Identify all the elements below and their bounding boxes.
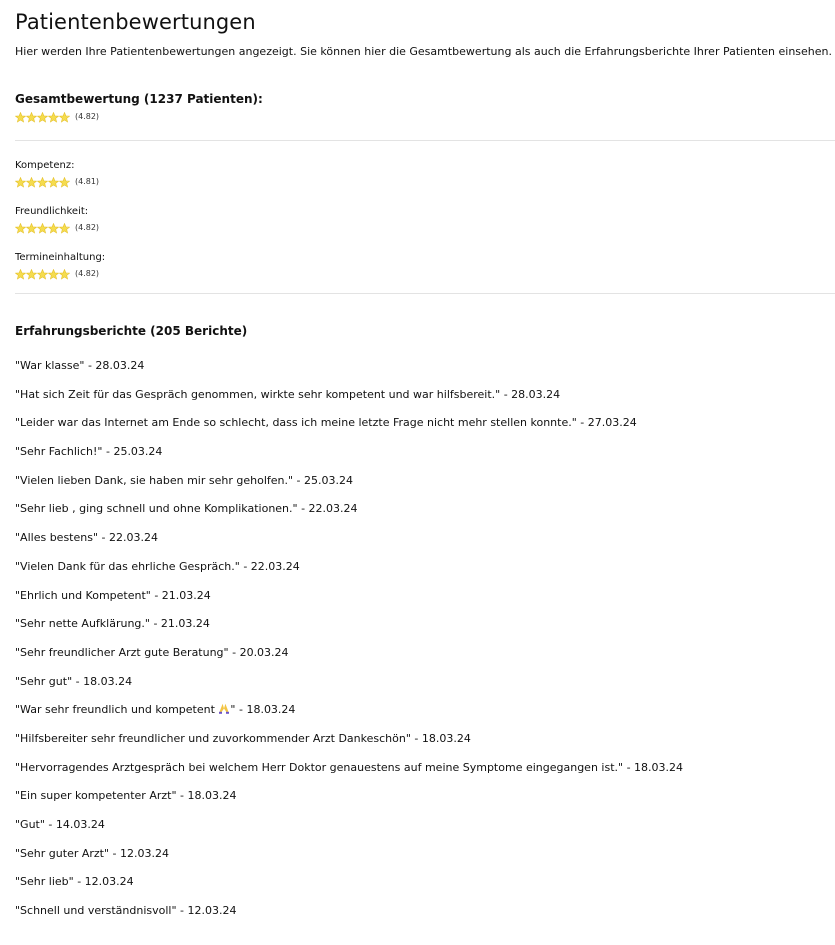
star-icon <box>26 269 37 280</box>
category-rating-value: (4.82) <box>75 223 100 232</box>
report-date: " - 18.03.24 <box>230 703 296 717</box>
report-item: "Gut" - 14.03.24 <box>15 818 105 831</box>
category-rating-value: (4.82) <box>75 269 100 278</box>
star-icon <box>26 112 37 123</box>
star-icon <box>26 177 37 188</box>
category-stars <box>15 223 70 234</box>
star-icon <box>37 269 48 280</box>
folded-hands-icon <box>218 703 230 714</box>
report-item: "Sehr guter Arzt" - 12.03.24 <box>15 846 169 860</box>
report-item: "Sehr nette Aufklärung." - 21.03.24 <box>15 617 210 631</box>
star-icon <box>37 112 48 123</box>
report-item: "Sehr Fachlich!" - 25.03.24 <box>15 445 163 459</box>
report-item: "Sehr lieb , ging schnell und ohne Komplikationen." - 22.03.24 <box>15 502 358 516</box>
report-item: "Sehr freundlicher Arzt gute Beratung" - 20.03.24 <box>15 645 289 659</box>
star-icon <box>48 223 59 234</box>
category-freundlichkeit <box>15 206 835 252</box>
report-item: "War klasse" - 28.03.24 <box>15 359 145 372</box>
report-item: "Leider war das Internet am Ende so schlecht, dass ich meine letzte Frage nicht mehr stellen konnte." - 27.03.24 <box>15 416 637 430</box>
category-label: Freundlichkeit: <box>15 206 89 217</box>
category-label: Kompetenz: <box>15 160 75 171</box>
category-ratings <box>15 160 835 298</box>
star-icon <box>37 223 48 234</box>
star-icon <box>59 177 70 188</box>
star-icon <box>15 223 26 234</box>
report-item: "Ehrlich und Kompetent" - 21.03.24 <box>15 588 211 602</box>
report-item: "Vielen lieben Dank, sie haben mir sehr geholfen." - 25.03.24 <box>15 473 353 487</box>
divider <box>15 293 835 294</box>
report-item: "Sehr lieb" - 12.03.24 <box>15 875 134 889</box>
page-title: Patientenbewertungen <box>15 10 256 34</box>
category-kompetenz <box>15 160 835 206</box>
report-item: "Hervorragendes Arztgespräch bei welchem Herr Doktor genauestens auf meine Symptome eingegangen ist." - 18.03.24 <box>15 760 684 774</box>
star-icon <box>15 177 26 188</box>
report-item: "Vielen Dank für das ehrliche Gespräch." - 22.03.24 <box>15 559 300 573</box>
page-intro: Hier werden Ihre Patientenbewertungen angezeigt. Sie können hier die Gesamtbewertung als auch die Erfahrungsberichte Ihrer Patienten einsehen. <box>15 45 832 58</box>
report-text: "War sehr freundlich und kompetent <box>15 703 219 717</box>
overall-rating-heading: Gesamtbewertung (1237 Patienten): <box>15 92 263 106</box>
star-icon <box>48 269 59 280</box>
category-rating-value: (4.81) <box>75 177 100 186</box>
divider <box>15 140 835 141</box>
report-item: "Ein super kompetenter Arzt" - 18.03.24 <box>15 789 237 803</box>
overall-stars <box>15 112 70 123</box>
star-icon <box>48 177 59 188</box>
star-icon <box>48 112 59 123</box>
report-item: "Hat sich Zeit für das Gespräch genommen, wirkte sehr kompetent und war hilfsbereit." - 28.03.24 <box>15 387 561 401</box>
overall-rating <box>15 111 835 123</box>
star-icon <box>15 269 26 280</box>
star-icon <box>26 223 37 234</box>
reports-list <box>15 351 835 925</box>
category-termineinhaltung <box>15 252 835 298</box>
category-label: Termineinhaltung: <box>15 252 106 263</box>
reports-heading: Erfahrungsberichte (205 Berichte) <box>15 324 248 338</box>
star-icon <box>59 223 70 234</box>
overall-rating-value: (4.82) <box>75 112 100 121</box>
report-item: "Hilfsbereiter sehr freundlicher und zuvorkommender Arzt Dankeschön" - 18.03.24 <box>15 731 471 745</box>
star-icon <box>59 112 70 123</box>
category-stars <box>15 269 70 280</box>
star-icon <box>59 269 70 280</box>
star-icon <box>15 112 26 123</box>
report-item: "Sehr gut" - 18.03.24 <box>15 674 133 688</box>
category-stars <box>15 177 70 188</box>
report-item <box>15 695 835 724</box>
report-item: "Schnell und verständnisvoll" - 12.03.24 <box>15 904 237 918</box>
report-item: "Alles bestens" - 22.03.24 <box>15 531 158 545</box>
star-icon <box>37 177 48 188</box>
